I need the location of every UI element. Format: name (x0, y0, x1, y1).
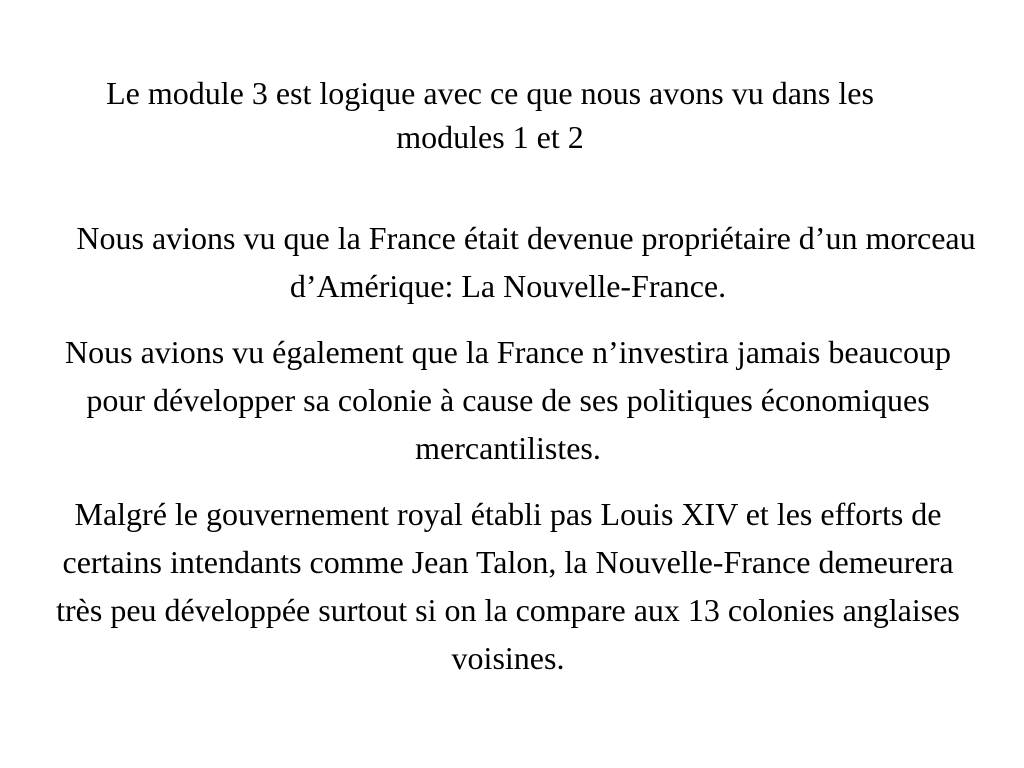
slide-body (40, 214, 976, 700)
paragraph-mercantilisme: Nous avions vu également que la France n’investira jamais beaucoup pour développer sa colonie à cause de ses politiques économiques mercantilistes. (65, 334, 951, 466)
paragraph-louis-xiv-talon: Malgré le gouvernement royal établi pas Louis XIV et les efforts de certains intendants comme Jean Talon, la Nouvelle-France demeurera très peu développée surtout si on la compare aux 13 colonies anglaises voisines. (56, 496, 960, 676)
paragraph-nouvelle-france: Nous avions vu que la France était devenue propriétaire d’un morceau d’Amérique: La Nouvelle-France. (76, 220, 976, 304)
slide-title: Le module 3 est logique avec ce que nous avons vu dans les modules 1 et 2 (106, 75, 874, 155)
